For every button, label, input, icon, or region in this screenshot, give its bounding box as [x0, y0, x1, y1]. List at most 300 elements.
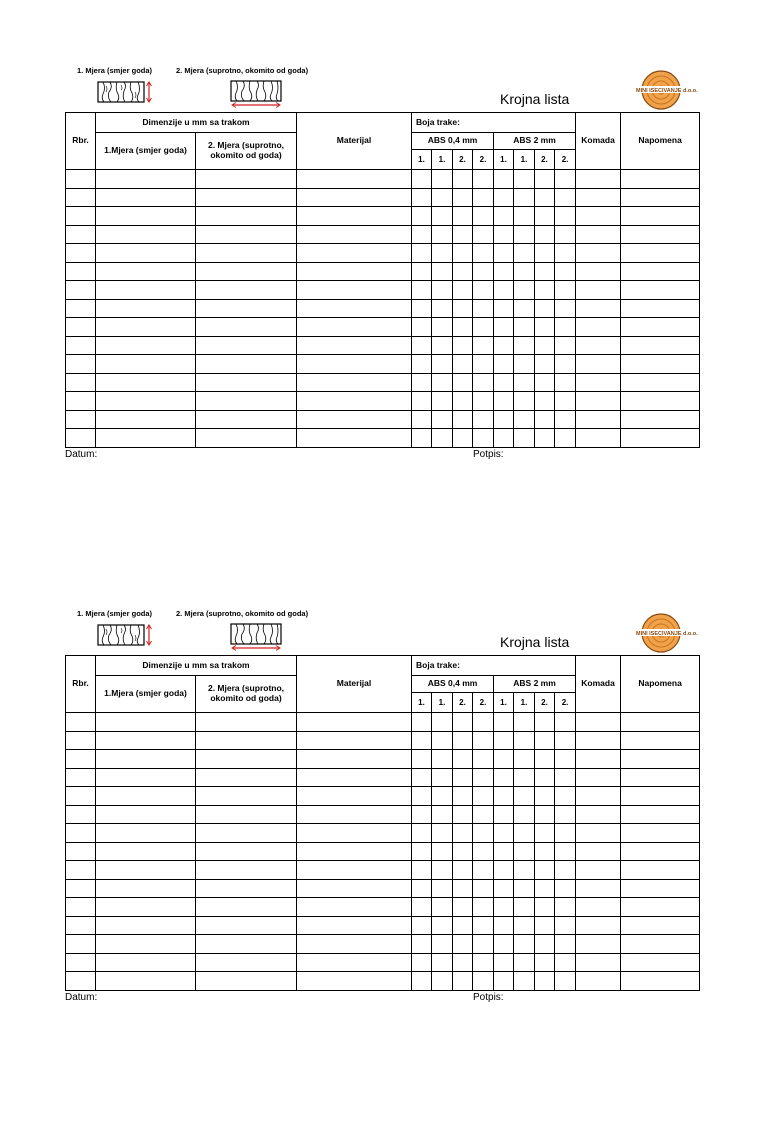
table-cell[interactable] — [297, 188, 412, 207]
table-cell[interactable] — [196, 373, 297, 392]
table-cell[interactable] — [576, 244, 621, 263]
table-cell[interactable] — [576, 731, 621, 750]
table-cell[interactable] — [297, 262, 412, 281]
table-cell[interactable] — [66, 731, 96, 750]
table-cell[interactable] — [621, 972, 700, 991]
table-cell[interactable] — [96, 429, 196, 448]
table-cell[interactable] — [621, 805, 700, 824]
table-cell[interactable] — [412, 262, 432, 281]
table-cell[interactable] — [473, 805, 494, 824]
table-cell[interactable] — [494, 410, 514, 429]
table-cell[interactable] — [453, 262, 473, 281]
table-cell[interactable] — [535, 953, 555, 972]
table-cell[interactable] — [514, 170, 535, 189]
table-cell[interactable] — [621, 336, 700, 355]
table-cell[interactable] — [412, 410, 432, 429]
table-cell[interactable] — [576, 188, 621, 207]
table-cell[interactable] — [297, 336, 412, 355]
table-cell[interactable] — [514, 318, 535, 337]
table-cell[interactable] — [621, 299, 700, 318]
table-cell[interactable] — [297, 935, 412, 954]
table-cell[interactable] — [494, 824, 514, 843]
table-cell[interactable] — [494, 842, 514, 861]
table-cell[interactable] — [621, 731, 700, 750]
table-cell[interactable] — [494, 207, 514, 226]
table-cell[interactable] — [196, 842, 297, 861]
table-cell[interactable] — [555, 299, 576, 318]
table-cell[interactable] — [576, 355, 621, 374]
table-cell[interactable] — [297, 410, 412, 429]
table-cell[interactable] — [453, 244, 473, 263]
table-cell[interactable] — [453, 373, 473, 392]
table-cell[interactable] — [196, 318, 297, 337]
table-cell[interactable] — [473, 879, 494, 898]
table-cell[interactable] — [514, 373, 535, 392]
table-cell[interactable] — [96, 750, 196, 769]
table-cell[interactable] — [432, 355, 453, 374]
table-cell[interactable] — [196, 972, 297, 991]
table-cell[interactable] — [432, 713, 453, 732]
table-cell[interactable] — [514, 731, 535, 750]
table-cell[interactable] — [297, 916, 412, 935]
table-cell[interactable] — [453, 410, 473, 429]
table-cell[interactable] — [412, 429, 432, 448]
table-cell[interactable] — [297, 787, 412, 806]
table-cell[interactable] — [196, 429, 297, 448]
table-cell[interactable] — [621, 207, 700, 226]
table-cell[interactable] — [576, 842, 621, 861]
table-cell[interactable] — [494, 355, 514, 374]
table-cell[interactable] — [535, 768, 555, 787]
table-cell[interactable] — [576, 787, 621, 806]
table-cell[interactable] — [555, 373, 576, 392]
table-cell[interactable] — [535, 318, 555, 337]
table-cell[interactable] — [494, 805, 514, 824]
table-cell[interactable] — [412, 318, 432, 337]
table-cell[interactable] — [432, 842, 453, 861]
table-cell[interactable] — [514, 824, 535, 843]
table-cell[interactable] — [473, 898, 494, 917]
table-cell[interactable] — [494, 225, 514, 244]
table-cell[interactable] — [621, 170, 700, 189]
table-cell[interactable] — [432, 207, 453, 226]
table-cell[interactable] — [96, 392, 196, 411]
table-cell[interactable] — [196, 953, 297, 972]
table-cell[interactable] — [196, 225, 297, 244]
table-cell[interactable] — [432, 299, 453, 318]
table-cell[interactable] — [96, 731, 196, 750]
table-cell[interactable] — [473, 842, 494, 861]
table-cell[interactable] — [473, 318, 494, 337]
table-cell[interactable] — [432, 953, 453, 972]
table-cell[interactable] — [621, 787, 700, 806]
table-cell[interactable] — [96, 410, 196, 429]
table-cell[interactable] — [535, 170, 555, 189]
table-cell[interactable] — [432, 170, 453, 189]
table-cell[interactable] — [621, 188, 700, 207]
table-cell[interactable] — [494, 281, 514, 300]
table-cell[interactable] — [96, 170, 196, 189]
table-cell[interactable] — [297, 731, 412, 750]
table-cell[interactable] — [576, 953, 621, 972]
table-cell[interactable] — [621, 410, 700, 429]
table-cell[interactable] — [555, 861, 576, 880]
table-cell[interactable] — [96, 861, 196, 880]
table-cell[interactable] — [535, 805, 555, 824]
table-cell[interactable] — [297, 861, 412, 880]
table-cell[interactable] — [412, 805, 432, 824]
table-cell[interactable] — [453, 953, 473, 972]
table-cell[interactable] — [514, 188, 535, 207]
table-cell[interactable] — [96, 898, 196, 917]
table-cell[interactable] — [555, 824, 576, 843]
table-cell[interactable] — [453, 768, 473, 787]
table-cell[interactable] — [535, 935, 555, 954]
table-cell[interactable] — [66, 750, 96, 769]
table-cell[interactable] — [473, 299, 494, 318]
table-cell[interactable] — [66, 355, 96, 374]
table-cell[interactable] — [555, 244, 576, 263]
table-cell[interactable] — [555, 429, 576, 448]
table-cell[interactable] — [555, 935, 576, 954]
table-cell[interactable] — [297, 713, 412, 732]
table-cell[interactable] — [432, 824, 453, 843]
table-cell[interactable] — [621, 281, 700, 300]
table-cell[interactable] — [473, 429, 494, 448]
table-cell[interactable] — [576, 392, 621, 411]
table-cell[interactable] — [555, 916, 576, 935]
table-cell[interactable] — [297, 373, 412, 392]
table-cell[interactable] — [535, 750, 555, 769]
table-cell[interactable] — [66, 188, 96, 207]
table-cell[interactable] — [494, 972, 514, 991]
table-cell[interactable] — [535, 410, 555, 429]
table-cell[interactable] — [473, 188, 494, 207]
table-cell[interactable] — [535, 787, 555, 806]
table-cell[interactable] — [297, 805, 412, 824]
table-cell[interactable] — [555, 281, 576, 300]
table-cell[interactable] — [621, 824, 700, 843]
table-cell[interactable] — [555, 842, 576, 861]
table-cell[interactable] — [514, 225, 535, 244]
table-cell[interactable] — [432, 805, 453, 824]
table-cell[interactable] — [66, 972, 96, 991]
table-cell[interactable] — [412, 188, 432, 207]
table-cell[interactable] — [66, 225, 96, 244]
table-cell[interactable] — [66, 898, 96, 917]
table-cell[interactable] — [412, 373, 432, 392]
table-cell[interactable] — [196, 768, 297, 787]
table-cell[interactable] — [535, 281, 555, 300]
table-cell[interactable] — [432, 935, 453, 954]
table-cell[interactable] — [555, 170, 576, 189]
table-cell[interactable] — [514, 244, 535, 263]
table-cell[interactable] — [196, 879, 297, 898]
table-cell[interactable] — [555, 972, 576, 991]
table-cell[interactable] — [453, 299, 473, 318]
table-cell[interactable] — [621, 373, 700, 392]
table-cell[interactable] — [453, 318, 473, 337]
table-cell[interactable] — [494, 953, 514, 972]
table-cell[interactable] — [494, 916, 514, 935]
table-cell[interactable] — [494, 713, 514, 732]
table-cell[interactable] — [412, 768, 432, 787]
table-cell[interactable] — [196, 916, 297, 935]
table-cell[interactable] — [473, 281, 494, 300]
table-cell[interactable] — [66, 824, 96, 843]
table-cell[interactable] — [514, 750, 535, 769]
table-cell[interactable] — [66, 805, 96, 824]
table-cell[interactable] — [66, 299, 96, 318]
table-cell[interactable] — [196, 262, 297, 281]
table-cell[interactable] — [555, 953, 576, 972]
table-cell[interactable] — [535, 188, 555, 207]
table-cell[interactable] — [555, 392, 576, 411]
table-cell[interactable] — [453, 750, 473, 769]
table-cell[interactable] — [297, 842, 412, 861]
table-cell[interactable] — [412, 225, 432, 244]
table-cell[interactable] — [555, 336, 576, 355]
table-cell[interactable] — [412, 170, 432, 189]
table-cell[interactable] — [96, 225, 196, 244]
table-cell[interactable] — [196, 713, 297, 732]
table-cell[interactable] — [66, 336, 96, 355]
table-cell[interactable] — [555, 225, 576, 244]
table-cell[interactable] — [494, 299, 514, 318]
table-cell[interactable] — [432, 916, 453, 935]
table-cell[interactable] — [432, 750, 453, 769]
table-cell[interactable] — [453, 805, 473, 824]
table-cell[interactable] — [297, 392, 412, 411]
table-cell[interactable] — [432, 410, 453, 429]
table-cell[interactable] — [576, 861, 621, 880]
table-cell[interactable] — [621, 916, 700, 935]
table-cell[interactable] — [432, 318, 453, 337]
table-cell[interactable] — [494, 336, 514, 355]
table-cell[interactable] — [494, 750, 514, 769]
table-cell[interactable] — [576, 935, 621, 954]
table-cell[interactable] — [66, 318, 96, 337]
table-cell[interactable] — [297, 953, 412, 972]
table-cell[interactable] — [66, 787, 96, 806]
table-cell[interactable] — [473, 336, 494, 355]
table-cell[interactable] — [66, 713, 96, 732]
table-cell[interactable] — [621, 355, 700, 374]
table-cell[interactable] — [555, 898, 576, 917]
table-cell[interactable] — [432, 898, 453, 917]
table-cell[interactable] — [297, 824, 412, 843]
table-cell[interactable] — [412, 953, 432, 972]
table-cell[interactable] — [196, 336, 297, 355]
table-cell[interactable] — [196, 750, 297, 769]
table-cell[interactable] — [297, 768, 412, 787]
table-cell[interactable] — [494, 731, 514, 750]
table-cell[interactable] — [473, 225, 494, 244]
table-cell[interactable] — [621, 713, 700, 732]
table-cell[interactable] — [494, 188, 514, 207]
table-cell[interactable] — [453, 225, 473, 244]
table-cell[interactable] — [535, 225, 555, 244]
table-cell[interactable] — [555, 355, 576, 374]
table-cell[interactable] — [432, 861, 453, 880]
table-cell[interactable] — [297, 898, 412, 917]
table-cell[interactable] — [96, 188, 196, 207]
table-cell[interactable] — [621, 392, 700, 411]
table-cell[interactable] — [576, 225, 621, 244]
table-cell[interactable] — [96, 373, 196, 392]
table-cell[interactable] — [514, 713, 535, 732]
table-cell[interactable] — [514, 355, 535, 374]
table-cell[interactable] — [555, 410, 576, 429]
table-cell[interactable] — [621, 879, 700, 898]
table-cell[interactable] — [196, 392, 297, 411]
table-cell[interactable] — [555, 879, 576, 898]
table-cell[interactable] — [535, 355, 555, 374]
table-cell[interactable] — [66, 373, 96, 392]
table-cell[interactable] — [473, 170, 494, 189]
table-cell[interactable] — [494, 170, 514, 189]
table-cell[interactable] — [514, 935, 535, 954]
table-cell[interactable] — [297, 355, 412, 374]
table-cell[interactable] — [453, 972, 473, 991]
table-cell[interactable] — [66, 170, 96, 189]
table-cell[interactable] — [66, 244, 96, 263]
table-cell[interactable] — [535, 898, 555, 917]
table-cell[interactable] — [297, 318, 412, 337]
table-cell[interactable] — [453, 392, 473, 411]
table-cell[interactable] — [412, 299, 432, 318]
table-cell[interactable] — [555, 262, 576, 281]
table-cell[interactable] — [621, 318, 700, 337]
table-cell[interactable] — [196, 355, 297, 374]
table-cell[interactable] — [514, 916, 535, 935]
table-cell[interactable] — [432, 787, 453, 806]
table-cell[interactable] — [96, 244, 196, 263]
table-cell[interactable] — [66, 861, 96, 880]
table-cell[interactable] — [432, 429, 453, 448]
table-cell[interactable] — [412, 787, 432, 806]
table-cell[interactable] — [494, 935, 514, 954]
table-cell[interactable] — [535, 972, 555, 991]
table-cell[interactable] — [535, 299, 555, 318]
table-cell[interactable] — [453, 281, 473, 300]
table-cell[interactable] — [621, 842, 700, 861]
table-cell[interactable] — [535, 373, 555, 392]
table-cell[interactable] — [514, 299, 535, 318]
table-cell[interactable] — [494, 373, 514, 392]
table-cell[interactable] — [576, 410, 621, 429]
table-cell[interactable] — [412, 898, 432, 917]
table-cell[interactable] — [576, 972, 621, 991]
table-cell[interactable] — [196, 935, 297, 954]
table-cell[interactable] — [473, 262, 494, 281]
table-cell[interactable] — [196, 805, 297, 824]
table-cell[interactable] — [96, 805, 196, 824]
table-cell[interactable] — [494, 262, 514, 281]
table-cell[interactable] — [96, 299, 196, 318]
table-cell[interactable] — [453, 188, 473, 207]
table-cell[interactable] — [473, 373, 494, 392]
table-cell[interactable] — [66, 935, 96, 954]
table-cell[interactable] — [432, 768, 453, 787]
table-cell[interactable] — [96, 879, 196, 898]
table-cell[interactable] — [555, 750, 576, 769]
table-cell[interactable] — [432, 225, 453, 244]
table-cell[interactable] — [494, 898, 514, 917]
table-cell[interactable] — [96, 207, 196, 226]
table-cell[interactable] — [555, 787, 576, 806]
table-cell[interactable] — [66, 392, 96, 411]
table-cell[interactable] — [297, 429, 412, 448]
table-cell[interactable] — [432, 188, 453, 207]
table-cell[interactable] — [432, 879, 453, 898]
table-cell[interactable] — [453, 935, 473, 954]
table-cell[interactable] — [576, 768, 621, 787]
table-cell[interactable] — [66, 842, 96, 861]
table-cell[interactable] — [473, 953, 494, 972]
table-cell[interactable] — [432, 373, 453, 392]
table-cell[interactable] — [514, 972, 535, 991]
table-cell[interactable] — [473, 972, 494, 991]
table-cell[interactable] — [621, 953, 700, 972]
table-cell[interactable] — [514, 953, 535, 972]
table-cell[interactable] — [412, 842, 432, 861]
table-cell[interactable] — [576, 299, 621, 318]
table-cell[interactable] — [514, 879, 535, 898]
table-cell[interactable] — [473, 861, 494, 880]
table-cell[interactable] — [66, 262, 96, 281]
table-cell[interactable] — [473, 731, 494, 750]
table-cell[interactable] — [494, 787, 514, 806]
table-cell[interactable] — [555, 318, 576, 337]
table-cell[interactable] — [621, 429, 700, 448]
table-cell[interactable] — [412, 916, 432, 935]
table-cell[interactable] — [66, 410, 96, 429]
table-cell[interactable] — [621, 244, 700, 263]
table-cell[interactable] — [453, 336, 473, 355]
table-cell[interactable] — [621, 750, 700, 769]
table-cell[interactable] — [96, 953, 196, 972]
table-cell[interactable] — [576, 207, 621, 226]
table-cell[interactable] — [196, 188, 297, 207]
table-cell[interactable] — [297, 170, 412, 189]
table-cell[interactable] — [535, 861, 555, 880]
table-cell[interactable] — [453, 207, 473, 226]
table-cell[interactable] — [453, 787, 473, 806]
table-cell[interactable] — [535, 262, 555, 281]
table-cell[interactable] — [576, 916, 621, 935]
table-cell[interactable] — [412, 731, 432, 750]
table-cell[interactable] — [473, 410, 494, 429]
table-cell[interactable] — [196, 299, 297, 318]
table-cell[interactable] — [494, 392, 514, 411]
table-cell[interactable] — [535, 713, 555, 732]
table-cell[interactable] — [297, 750, 412, 769]
table-cell[interactable] — [576, 336, 621, 355]
table-cell[interactable] — [196, 787, 297, 806]
table-cell[interactable] — [514, 787, 535, 806]
table-cell[interactable] — [96, 262, 196, 281]
table-cell[interactable] — [96, 787, 196, 806]
table-cell[interactable] — [576, 318, 621, 337]
table-cell[interactable] — [494, 768, 514, 787]
table-cell[interactable] — [473, 787, 494, 806]
table-cell[interactable] — [432, 336, 453, 355]
table-cell[interactable] — [576, 170, 621, 189]
table-cell[interactable] — [412, 935, 432, 954]
table-cell[interactable] — [66, 429, 96, 448]
table-cell[interactable] — [514, 429, 535, 448]
